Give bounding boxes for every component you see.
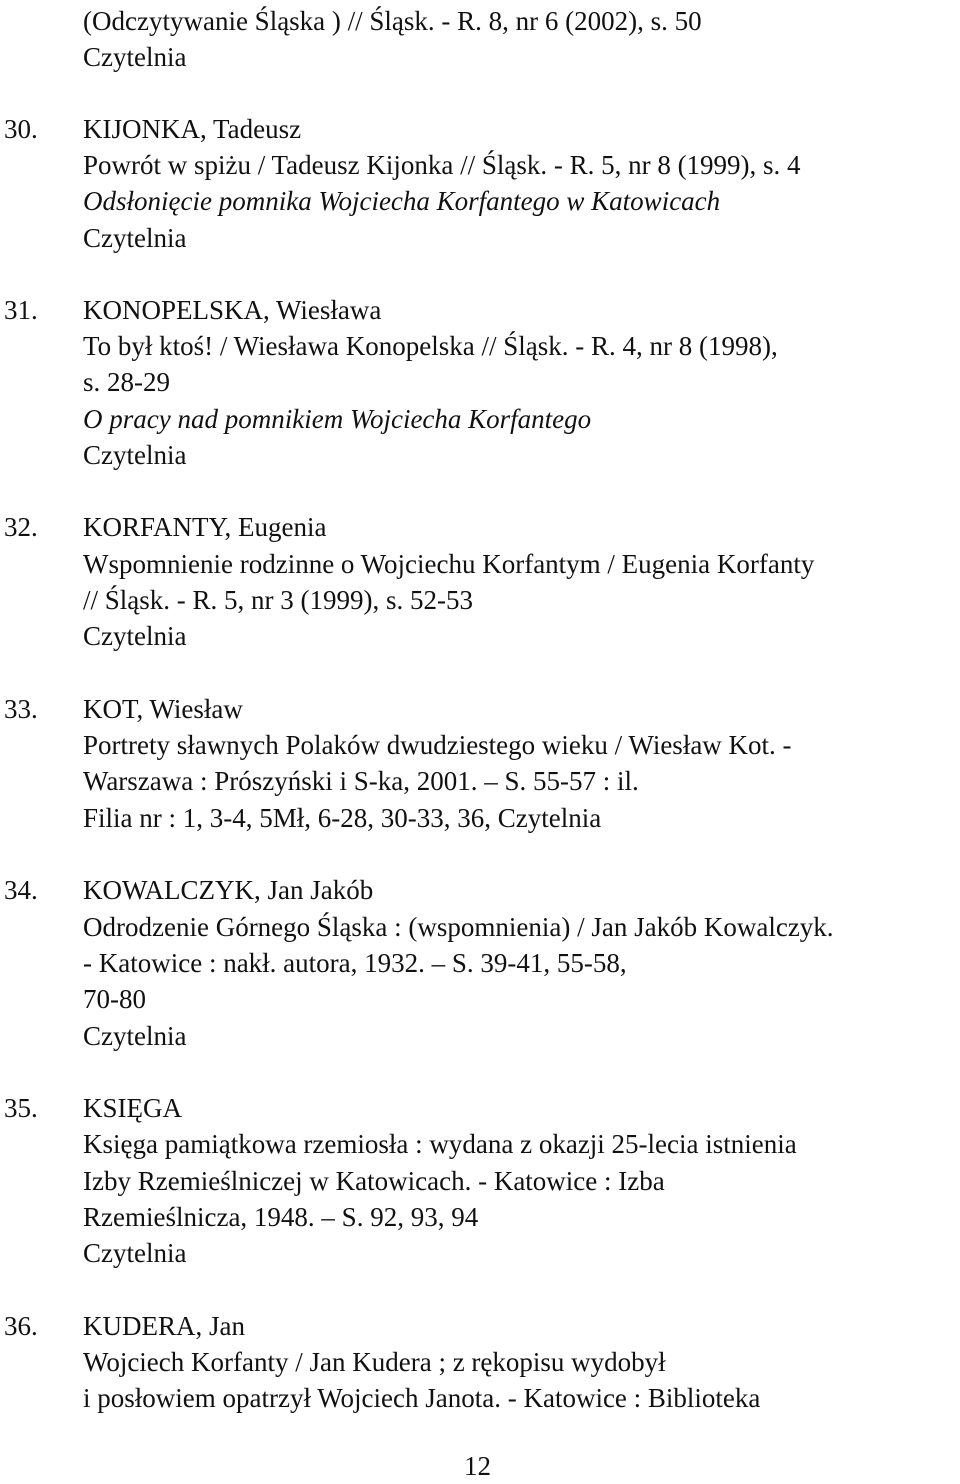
entry-note: Odsłonięcie pomnika Wojciecha Korfantego w Katowicach	[83, 186, 721, 216]
entry-location: Czytelnia	[83, 621, 187, 651]
entry-number: 33.	[4, 694, 38, 724]
entry-number: 30.	[4, 114, 38, 144]
entry-description: Rzemieślnicza, 1948. – S. 92, 93, 94	[83, 1202, 479, 1232]
continuation-location: Czytelnia	[83, 42, 187, 72]
entry-description: 70-80	[83, 984, 146, 1014]
entry-location: Czytelnia	[83, 1238, 187, 1268]
entry-description: To był ktoś! / Wiesława Konopelska // Śląsk. - R. 4, nr 8 (1998),	[83, 331, 778, 361]
entry-heading: KIJONKA, Tadeusz	[83, 114, 302, 144]
page-number: 12	[464, 1451, 491, 1481]
entry-description: Izby Rzemieślniczej w Katowicach. - Katowice : Izba	[83, 1166, 665, 1196]
entry-number: 34.	[4, 875, 38, 905]
entry-description: Odrodzenie Górnego Śląska : (wspomnienia) / Jan Jakób Kowalczyk.	[83, 912, 834, 942]
entry-heading: KUDERA, Jan	[83, 1311, 245, 1341]
entry-description: Księga pamiątkowa rzemiosła : wydana z okazji 25-lecia istnienia	[83, 1129, 797, 1159]
entry-location: Czytelnia	[83, 1021, 187, 1051]
entry-number: 36.	[4, 1311, 38, 1341]
entry-location: Filia nr : 1, 3-4, 5Mł, 6-28, 30-33, 36, Czytelnia	[83, 803, 602, 833]
entry-location: Czytelnia	[83, 223, 187, 253]
entry-description: Powrót w spiżu / Tadeusz Kijonka // Śląsk. - R. 5, nr 8 (1999), s. 4	[83, 150, 801, 180]
entry-heading: KORFANTY, Eugenia	[83, 512, 327, 542]
entry-description: Wojciech Korfanty / Jan Kudera ; z rękopisu wydobył	[83, 1347, 666, 1377]
continuation-line: (Odczytywanie Śląska ) // Śląsk. - R. 8, nr 6 (2002), s. 50	[83, 6, 702, 36]
entry-description: Wspomnienie rodzinne o Wojciechu Korfantym / Eugenia Korfanty	[83, 549, 815, 579]
entry-note: O pracy nad pomnikiem Wojciecha Korfantego	[83, 404, 592, 434]
entry-heading: KOT, Wiesław	[83, 694, 243, 724]
entry-number: 32.	[4, 512, 38, 542]
entry-description: i posłowiem opatrzył Wojciech Janota. - Katowice : Biblioteka	[83, 1383, 761, 1413]
entry-description: Portrety sławnych Polaków dwudziestego wieku / Wiesław Kot. -	[83, 730, 792, 760]
entry-description: s. 28-29	[83, 367, 170, 397]
entry-location: Czytelnia	[83, 440, 187, 470]
entry-heading: KSIĘGA	[83, 1093, 182, 1123]
entry-description: // Śląsk. - R. 5, nr 3 (1999), s. 52-53	[83, 585, 473, 615]
entry-description: - Katowice : nakł. autora, 1932. – S. 39-41, 55-58,	[83, 948, 627, 978]
entry-number: 35.	[4, 1093, 38, 1123]
entry-heading: KONOPELSKA, Wiesława	[83, 295, 382, 325]
entry-number: 31.	[4, 295, 38, 325]
entry-heading: KOWALCZYK, Jan Jakób	[83, 875, 374, 905]
entry-description: Warszawa : Prószyński i S-ka, 2001. – S. 55-57 : il.	[83, 766, 639, 796]
